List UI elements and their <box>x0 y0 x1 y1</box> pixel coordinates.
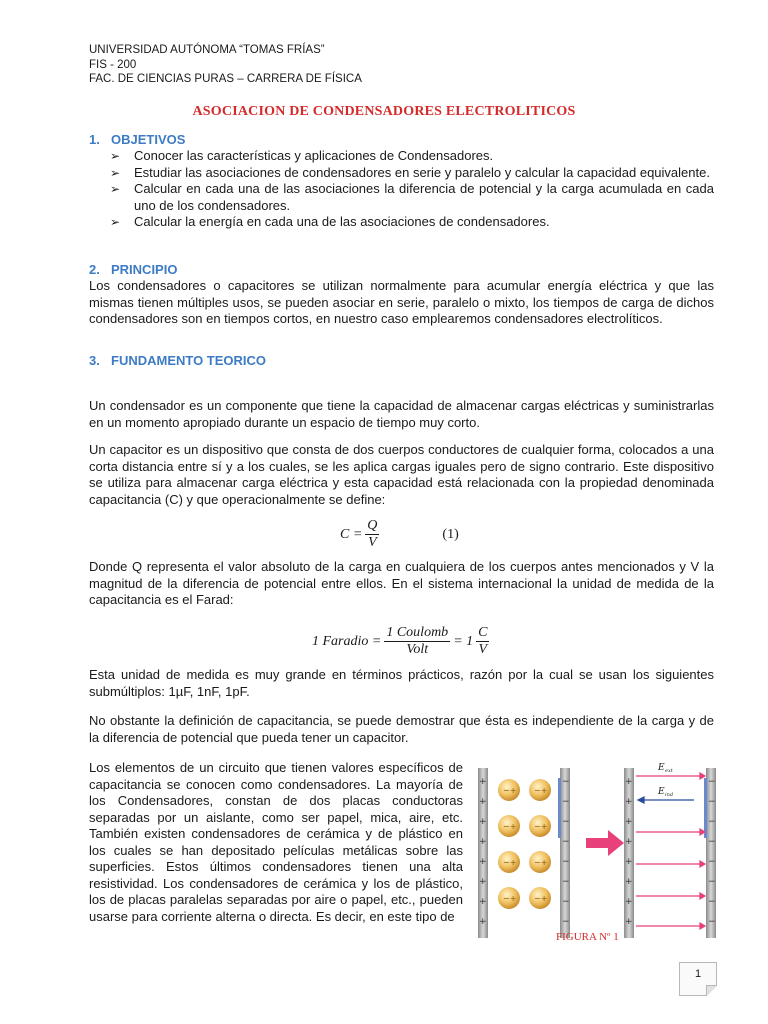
section-heading-objetivos: 1. OBJETIVOS <box>89 132 186 147</box>
svg-text:+: + <box>625 917 633 927</box>
section-heading-principio: 2. PRINCIPIO <box>89 262 178 277</box>
dielectric-molecules <box>498 779 551 909</box>
equation-number: (1) <box>442 526 459 542</box>
svg-text:+: + <box>479 777 487 787</box>
svg-text:−: − <box>562 777 570 787</box>
external-field-label: E <box>658 763 665 773</box>
svg-text:−: − <box>708 777 716 787</box>
negative-plate <box>560 768 570 938</box>
svg-text:+: + <box>625 877 633 887</box>
objective-item: ➢ Estudiar las asociaciones de condensadores en serie y paralelo y calcular la capacidad equivalente. <box>110 165 714 182</box>
svg-text:ext: ext <box>665 768 673 774</box>
page-fold-icon <box>706 985 717 996</box>
fundamento-paragraph-4: Esta unidad de medida es muy grande en términos prácticos, razón por la cual se usan los siguientes submúltiplos: 1µF, 1nF, 1pF. <box>89 667 714 699</box>
svg-text:+: + <box>625 797 633 807</box>
charge-shading <box>704 778 707 838</box>
svg-text:−: − <box>708 857 716 867</box>
svg-text:+: + <box>479 917 487 927</box>
dipole-signs <box>503 786 547 903</box>
positive-plate <box>624 768 634 938</box>
document-title: ASOCIACION DE CONDENSADORES ELECTROLITICOS <box>192 104 576 119</box>
svg-text:ind: ind <box>665 792 674 798</box>
objectives-list <box>110 148 714 231</box>
svg-text:−: − <box>708 897 716 907</box>
svg-text:−+: −+ <box>534 894 548 903</box>
header-university: UNIVERSIDAD AUTÓNOMA “TOMAS FRÍAS” <box>89 44 325 56</box>
svg-text:+: + <box>625 777 633 787</box>
fundamento-paragraph-2: Un capacitor es un dispositivo que consta de dos cuerpos conductores de cualquier forma, colocados a una corta distancia entre sí y a los cuales, se les aplica cargas iguales pero de signo contrario. Este dispositivo se utiliza para almacenar carga eléctrica y esta capacidad está relacionada con la propiedad denominada capacitancia (C) y que operacionalmente se define: <box>89 442 714 507</box>
figure-caption: FIGURA Nº 1 <box>556 931 619 943</box>
svg-text:−+: −+ <box>503 858 517 867</box>
svg-text:−: − <box>708 917 716 927</box>
objective-item: ➢ Calcular la energía en cada una de las asociaciones de condensadores. <box>110 214 714 231</box>
objective-item: ➢ Conocer las características y aplicaciones de Condensadores. <box>110 148 714 165</box>
svg-text:−: − <box>708 877 716 887</box>
field-labels <box>657 763 674 798</box>
objective-item: ➢ Calcular en cada una de las asociaciones la diferencia de potencial y la carga acumulada en cada uno de los condensadores. <box>110 181 714 214</box>
capacitor-before <box>478 768 570 938</box>
positive-plate <box>478 768 488 938</box>
svg-text:+: + <box>625 897 633 907</box>
svg-text:−: − <box>708 797 716 807</box>
svg-text:+: + <box>479 797 487 807</box>
svg-text:−+: −+ <box>534 858 548 867</box>
induced-field-label: E <box>658 787 665 797</box>
svg-text:−+: −+ <box>503 822 517 831</box>
header-faculty: FAC. DE CIENCIAS PURAS – CARRERA DE FÍSICA <box>89 73 362 85</box>
section-heading-fundamento: 3. FUNDAMENTO TEORICO <box>89 353 267 368</box>
svg-text:−: − <box>562 797 570 807</box>
svg-text:−+: −+ <box>534 822 548 831</box>
svg-text:−: − <box>562 837 570 847</box>
fraction-q-over-v: $\frac{Q}{V}$ <box>367 518 378 550</box>
equation-capacitance: C = $\frac{Q}{V}$ (1) <box>340 518 459 550</box>
svg-text:−: − <box>562 817 570 827</box>
document-header <box>89 43 362 87</box>
charge-shading <box>558 778 561 838</box>
capacitor-after <box>624 763 716 938</box>
fundamento-paragraph-1: Un condensador es un componente que tiene la capacidad de almacenar cargas eléctricas y suministrarlas en un momento apropiado durante un espacio de tiempo muy corto. <box>89 398 714 430</box>
fundamento-paragraph-5: No obstante la definición de capacitancia, se puede demostrar que ésta es independiente de la carga y de la diferencia de potencial que pueda tener un capacitor. <box>89 713 714 745</box>
negative-plate <box>706 768 716 938</box>
transition-arrow-icon <box>586 830 624 856</box>
fraction-coulomb-over-volt: $\frac{\text{1 Coulomb}}{\text{Volt}}$ <box>386 625 449 657</box>
principio-paragraph: Los condensadores o capacitores se utilizan normalmente para acumular energía eléctrica y que las mismas tienen múltiples usos, se pueden asociar en serie, paralelo o mixto, los tiempos de carga de dichos condensadores son en tiempos cortos, en nuestro caso emplearemos condensadores electrolíticos. <box>89 278 714 326</box>
page-number: 1 <box>694 968 702 980</box>
fundamento-paragraph-6: Los elementos de un circuito que tienen valores específicos de capacitancia se conocen como condensadores. La mayoría de los Condensadores, constan de dos placas conductoras separadas por un aislante, como ser papel, mica, aire, etc. También existen condensadores de cerámica y de plástico en los cuales se han depositado películas metálicas sobre las superficies. Estos últimos condensadores tienen una alta resistividad. Los condensadores de cerámica y los de plástico, los de placas paralelas separadas por aire o papel, etc., pueden usarse para corriente alterna o directa. Es decir, en este tipo de <box>89 760 463 924</box>
header-course: FIS - 200 <box>89 58 137 71</box>
svg-text:+: + <box>479 897 487 907</box>
svg-text:+: + <box>479 857 487 867</box>
svg-text:+: + <box>625 837 633 847</box>
svg-text:−+: −+ <box>503 786 517 795</box>
svg-text:+: + <box>625 857 633 867</box>
svg-text:−: − <box>562 917 570 927</box>
page-number-box <box>679 962 717 996</box>
svg-text:+: + <box>479 817 487 827</box>
svg-text:−: − <box>562 877 570 887</box>
svg-text:−+: −+ <box>534 786 548 795</box>
svg-text:−: − <box>562 857 570 867</box>
fraction-c-over-v: $\frac{C}{V}$ <box>478 625 488 657</box>
svg-text:+: + <box>479 877 487 887</box>
plate-charge-signs <box>479 777 570 927</box>
svg-text:−: − <box>708 837 716 847</box>
equation-farad: 1 Faradio = $\frac{\text{1 Coulomb}}{\text{Volt}}$ = 1 $\frac{C}{V}$ <box>312 625 488 657</box>
svg-text:+: + <box>625 817 633 827</box>
svg-text:+: + <box>479 837 487 847</box>
svg-text:−: − <box>562 897 570 907</box>
svg-text:−: − <box>708 817 716 827</box>
capacitor-dielectric-figure <box>474 758 722 948</box>
fundamento-paragraph-3: Donde Q representa el valor absoluto de la carga en cualquiera de los cuerpos antes mencionados y V la magnitud de la diferencia de potencial entre ellos. En el sistema internacional la unidad de medida de la capacitancia es el Farad: <box>89 559 714 607</box>
svg-text:−+: −+ <box>503 894 517 903</box>
